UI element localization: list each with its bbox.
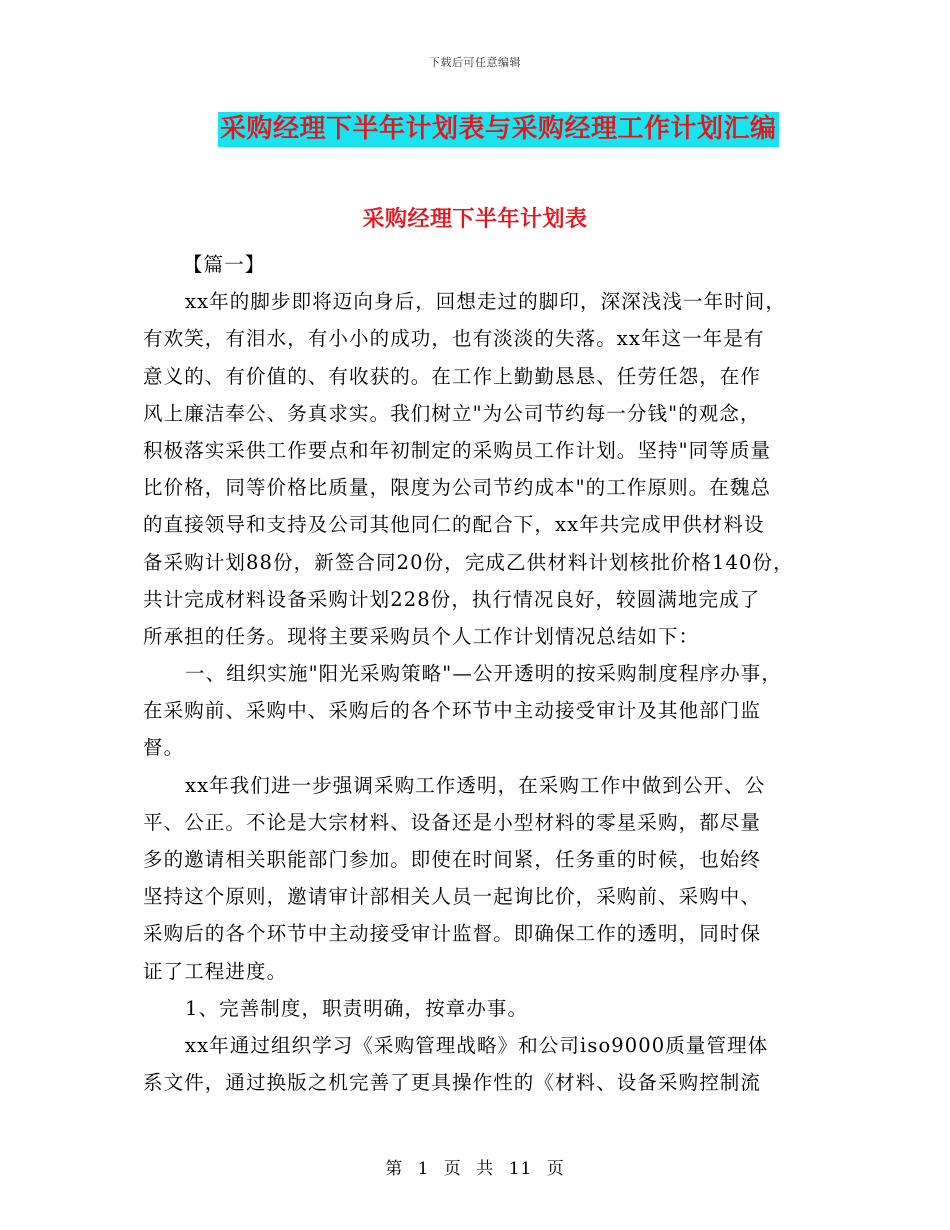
paragraph-line: 积极落实采供工作要点和年初制定的采购员工作计划。坚持"同等质量 — [143, 438, 772, 462]
footer-total-pages: 11 — [508, 1159, 533, 1179]
paragraph-line: 在采购前、采购中、采购后的各个环节中主动接受审计及其他部门监 — [143, 699, 762, 723]
paragraph-line: 1、完善制度，职责明确，按章办事。 — [185, 996, 529, 1020]
footer-prefix: 第 — [385, 1159, 404, 1179]
paragraph-line: xx年通过组织学习《采购管理战略》和公司iso9000质量管理体 — [185, 1033, 769, 1057]
paragraph-line: xx年的脚步即将迈向身后，回想走过的脚印，深深浅浅一年时间， — [185, 290, 786, 314]
paragraph-line: 的直接领导和支持及公司其他同仁的配合下，xx年共完成甲供材料设 — [143, 513, 765, 537]
paragraph-line: 一、组织实施"阳光采购策略"—公开透明的按采购制度程序办事， — [185, 662, 782, 686]
section-title: 采购经理下半年计划表 — [362, 206, 588, 232]
paragraph-line: 风上廉洁奉公、务真求实。我们树立"为公司节约每一分钱"的观念， — [143, 401, 761, 425]
paragraph-line: 证了工程进度。 — [143, 959, 288, 983]
footer-page-number: 1 — [417, 1159, 430, 1179]
paragraph-line: 采购后的各个环节中主动接受审计监督。即确保工作的透明，同时保 — [143, 922, 762, 946]
paragraph-line: 比价格，同等价格比质量，限度为公司节约成本"的工作原则。在魏总 — [143, 476, 772, 500]
footer-page-unit: 页 — [443, 1159, 462, 1179]
footer-total-unit: 页 — [546, 1159, 565, 1179]
footer-total-prefix: 共 — [476, 1159, 495, 1179]
part-heading: 【篇一】 — [183, 253, 266, 276]
paragraph-line: 多的邀请相关职能部门参加。即使在时间紧，任务重的时候，也始终 — [143, 848, 762, 871]
paragraph-line: 平、公正。不论是大宗材料、设备还是小型材料的零星采购，都尽量 — [143, 810, 762, 834]
paragraph-line: 共计完成材料设备采购计划228份，执行情况良好，较圆满地完成了 — [143, 587, 761, 611]
page-footer — [0, 1154, 950, 1179]
paragraph-line: 系文件，通过换版之机完善了更具操作性的《材料、设备采购控制流 — [143, 1071, 762, 1095]
paragraph-line: 意义的、有价值的、有收获的。在工作上勤勤恳恳、任劳任怨，在作 — [143, 364, 762, 388]
paragraph-line: 备采购计划88份，新签合同20份，完成乙供材料计划核批价格140份， — [143, 550, 794, 574]
paragraph-line: 坚持这个原则，邀请审计部相关人员一起询比价，采购前、采购中、 — [143, 885, 762, 909]
paragraph-line: 所承担的任务。现将主要采购员个人工作计划情况总结如下： — [143, 624, 700, 648]
paragraph-line: 督。 — [143, 736, 185, 760]
document-title: 采购经理下半年计划表与采购经理工作计划汇编 — [218, 112, 779, 147]
paragraph-line: 有欢笑，有泪水，有小小的成功，也有淡淡的失落。xx年这一年是有 — [143, 327, 765, 351]
body-text — [143, 246, 819, 1101]
header-note: 下载后可任意编辑 — [429, 56, 521, 69]
paragraph-line: xx年我们进一步强调采购工作透明，在采购工作中做到公开、公 — [185, 773, 766, 797]
